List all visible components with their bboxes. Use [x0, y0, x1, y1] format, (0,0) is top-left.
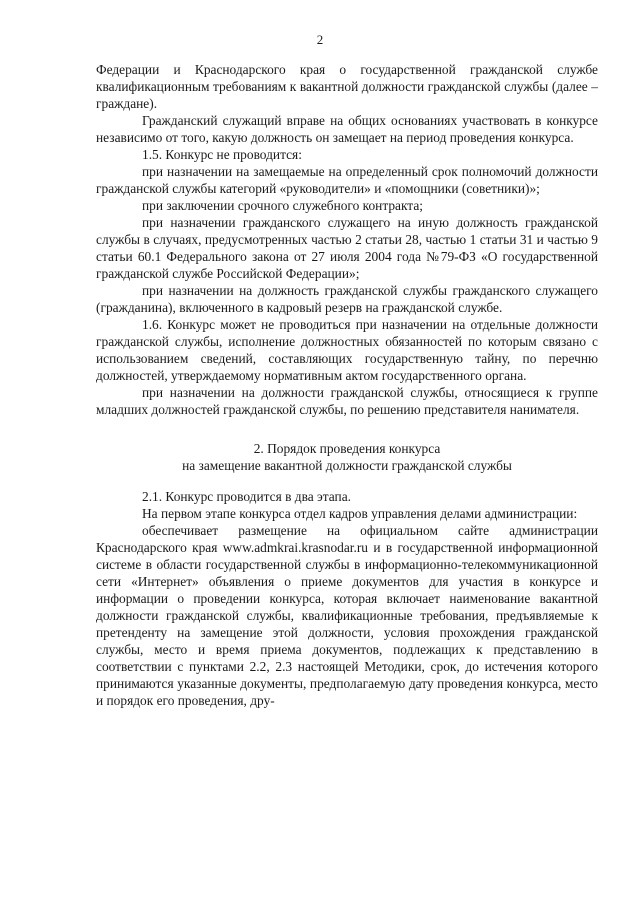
paragraph: Федерации и Краснодарского края о государственной гражданской службе квалификационным требованиям к вакантной должности гражданской службы (далее – граждане). — [96, 62, 598, 111]
section-heading — [96, 440, 598, 474]
paragraph: при назначении гражданского служащего на иную должность гражданской службы в случаях, предусмотренных частью 2 статьи 28, частью 1 статьи 31 и частью 9 статьи 60.1 Федерального закона от 27 июля 2004 года №79-ФЗ «О государственной гражданской службе Российской Федерации»; — [96, 215, 598, 281]
section-heading-line-2: на замещение вакантной должности гражданской службы — [182, 458, 512, 473]
paragraph: 1.6. Конкурс может не проводиться при назначении на отдельные должности гражданской службы, исполнение должностных обязанностей по которым связано с использованием сведений, составляющих государственную тайну, по перечню должностей, утверждаемому нормативным актом государственного органа. — [96, 317, 598, 383]
paragraph: 2.1. Конкурс проводится в два этапа. — [142, 489, 352, 504]
paragraph: при назначении на должности гражданской службы, относящиеся к группе младших должностей гражданской службы, по решению представителя нанимателя. — [96, 385, 598, 417]
paragraph: Гражданский служащий вправе на общих основаниях участвовать в конкурсе независимо от того, какую должность он замещает на период проведения конкурса. — [96, 113, 598, 145]
page-number: 2 — [316, 32, 324, 47]
paragraph: обеспечивает размещение на официальном сайте администрации Краснодарского края www.admkrai.krasnodar.ru и в государственной информационной системе в области государственной службы в информационно-телекоммуникационной сети «Интернет» объявления о приеме документов для участия в конкурсе и информации о проведении конкурса, которая включает наименование вакантной должности гражданской службы, квалификационные требования, предъявляемые к претенденту на замещение этой должности, условия прохождения гражданской службы, место и время приема документов, подлежащих к представлению в соответствии с пунктами 2.2, 2.3 настоящей Методики, срок, до истечения которого принимаются указанные документы, предполагаемую дату проведения конкурса, место и порядок его проведения, дру- — [96, 523, 598, 708]
paragraph: при назначении на замещаемые на определенный срок полномочий должности гражданской службы категорий «руководители» и «помощники (советники)»; — [96, 164, 598, 196]
paragraph: при заключении срочного служебного контракта; — [142, 198, 423, 213]
paragraph: 1.5. Конкурс не проводится: — [142, 147, 302, 162]
paragraph: при назначении на должность гражданской службы гражданского служащего (гражданина), включенного в кадровый резерв на гражданской службе. — [96, 283, 598, 315]
paragraph: На первом этапе конкурса отдел кадров управления делами администрации: — [142, 506, 578, 521]
document-body — [96, 61, 598, 709]
section-heading-line-1: 2. Порядок проведения конкурса — [253, 441, 441, 456]
